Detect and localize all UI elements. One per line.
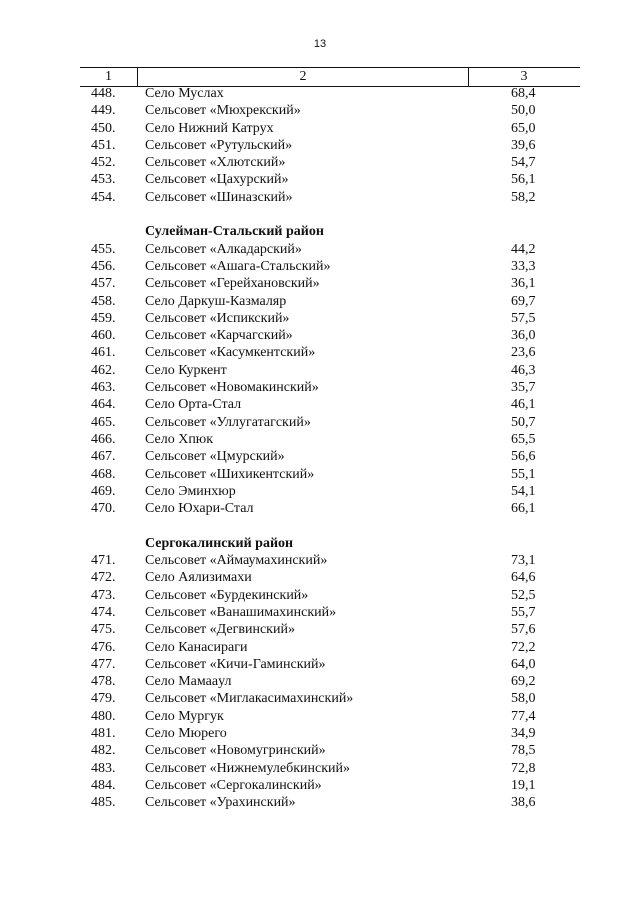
header-col-1: 1 (105, 69, 112, 84)
table-row (0, 569, 640, 586)
row-value: 52,5 (511, 587, 536, 603)
row-value: 54,7 (511, 155, 536, 171)
table-row (0, 241, 640, 258)
row-number: 460. (91, 328, 116, 344)
section-spacer (0, 206, 640, 223)
row-name: Сельсовет «Цмурский» (145, 449, 285, 465)
row-name: Село Мургук (145, 708, 224, 724)
row-name: Село Куркент (145, 362, 227, 378)
row-value: 46,3 (511, 362, 536, 378)
table-row (0, 293, 640, 310)
row-value: 68,4 (511, 86, 536, 101)
row-number: 470. (91, 501, 116, 517)
row-number: 481. (91, 725, 116, 741)
row-number: 464. (91, 397, 116, 413)
row-value: 56,6 (511, 449, 536, 465)
table-row (0, 379, 640, 396)
row-value: 23,6 (511, 345, 536, 361)
table-row (0, 258, 640, 275)
table-row (0, 656, 640, 673)
row-value: 50,0 (511, 103, 536, 119)
row-value: 34,9 (511, 725, 536, 741)
row-value: 57,5 (511, 310, 536, 326)
table-row (0, 587, 640, 604)
row-value: 39,6 (511, 137, 536, 153)
table-row (0, 725, 640, 742)
table-row (0, 344, 640, 361)
row-name: Село Нижний Катрух (145, 120, 274, 136)
row-number: 459. (91, 310, 116, 326)
table-row (0, 448, 640, 465)
row-name: Сельсовет «Цахурский» (145, 172, 289, 188)
table-row (0, 327, 640, 344)
row-value: 73,1 (511, 553, 536, 569)
row-name: Сельсовет «Кичи-Гаминский» (145, 656, 326, 672)
table-row (0, 777, 640, 794)
table-row (0, 189, 640, 206)
row-number: 458. (91, 293, 116, 309)
table-row (0, 552, 640, 569)
section-title-text: Сергокалинский район (145, 535, 294, 551)
row-value: 19,1 (511, 777, 536, 793)
row-value: 55,1 (511, 466, 536, 482)
table-row (0, 708, 640, 725)
row-name: Сельсовет «Бурдекинский» (145, 587, 309, 603)
row-value: 36,0 (511, 328, 536, 344)
row-name: Сельсовет «Рутульский» (145, 137, 293, 153)
row-number: 479. (91, 691, 116, 707)
row-name: Сельсовет «Алкадарский» (145, 241, 302, 257)
row-number: 449. (91, 103, 116, 119)
row-name: Сельсовет «Ашага-Стальский» (145, 258, 331, 274)
row-value: 65,5 (511, 431, 536, 447)
table-row (0, 171, 640, 188)
table-row (0, 466, 640, 483)
row-number: 480. (91, 708, 116, 724)
row-number: 482. (91, 743, 116, 759)
row-value: 64,0 (511, 656, 536, 672)
section-spacer (0, 517, 640, 534)
row-name: Сельсовет «Аймаумахинский» (145, 553, 328, 569)
row-value: 50,7 (511, 414, 536, 430)
row-number: 472. (91, 570, 116, 586)
row-number: 468. (91, 466, 116, 482)
table-row (0, 275, 640, 292)
row-name: Сельсовет «Герейхановский» (145, 276, 320, 292)
row-number: 473. (91, 587, 116, 603)
row-name: Сельсовет «Шихикентский» (145, 466, 315, 482)
row-number: 452. (91, 155, 116, 171)
row-number: 465. (91, 414, 116, 430)
row-value: 57,6 (511, 622, 536, 638)
row-value: 58,0 (511, 691, 536, 707)
row-name: Село Мюрего (145, 725, 227, 741)
row-number: 456. (91, 258, 116, 274)
row-number: 477. (91, 656, 116, 672)
row-name: Сельсовет «Карчагский» (145, 328, 293, 344)
row-number: 483. (91, 760, 116, 776)
row-number: 462. (91, 362, 116, 378)
row-name: Сельсовет «Сергокалинский» (145, 777, 322, 793)
row-value: 35,7 (511, 380, 536, 396)
row-name: Сельсовет «Новомакинский» (145, 380, 319, 396)
row-number: 469. (91, 483, 116, 499)
row-value: 33,3 (511, 258, 536, 274)
row-name: Село Орта-Стал (145, 397, 242, 413)
row-number: 453. (91, 172, 116, 188)
row-value: 72,8 (511, 760, 536, 776)
row-name: Сельсовет «Урахинский» (145, 795, 296, 811)
row-value: 69,2 (511, 674, 536, 690)
page-number: 13 (313, 38, 327, 50)
row-value: 58,2 (511, 189, 536, 205)
row-value: 64,6 (511, 570, 536, 586)
row-number: 448. (91, 86, 116, 101)
row-name: Село Аялизимахи (145, 570, 252, 586)
row-name: Село Даркуш-Казмаляр (145, 293, 287, 309)
row-name: Сельсовет «Шиназский» (145, 189, 293, 205)
row-value: 38,6 (511, 795, 536, 811)
row-number: 455. (91, 241, 116, 257)
row-name: Село Муслах (145, 86, 224, 101)
row-number: 471. (91, 553, 116, 569)
row-number: 476. (91, 639, 116, 655)
row-value: 56,1 (511, 172, 536, 188)
row-name: Сельсовет «Уллугатагский» (145, 414, 311, 430)
row-number: 457. (91, 276, 116, 292)
table-row (0, 742, 640, 759)
row-number: 463. (91, 380, 116, 396)
row-name: Сельсовет «Новомугринский» (145, 743, 326, 759)
row-number: 485. (91, 795, 116, 811)
row-value: 55,7 (511, 604, 536, 620)
row-number: 450. (91, 120, 116, 136)
row-value: 66,1 (511, 501, 536, 517)
row-name: Сельсовет «Мюхрекский» (145, 103, 301, 119)
row-value: 46,1 (511, 397, 536, 413)
table-row (0, 137, 640, 154)
row-name: Сельсовет «Хлютский» (145, 155, 286, 171)
row-number: 467. (91, 449, 116, 465)
table-row (0, 673, 640, 690)
row-name: Сельсовет «Испикский» (145, 310, 290, 326)
section-title (0, 223, 640, 240)
row-name: Село Эминхюр (145, 483, 236, 499)
table-row (0, 690, 640, 707)
table-row (0, 362, 640, 379)
row-value: 78,5 (511, 743, 536, 759)
table-row (0, 120, 640, 137)
row-value: 65,0 (511, 120, 536, 136)
section-title-text: Сулейман-Стальский район (145, 224, 324, 240)
row-number: 451. (91, 137, 116, 153)
table-row (0, 604, 640, 621)
header-col-3: 3 (520, 69, 528, 84)
table-row (0, 794, 640, 811)
table-row (0, 85, 640, 102)
row-value: 44,2 (511, 241, 536, 257)
table-row (0, 639, 640, 656)
row-value: 72,2 (511, 639, 536, 655)
section-title (0, 535, 640, 552)
row-name: Сельсовет «Нижнемулебкинский» (145, 760, 351, 776)
row-name: Село Мамаaул (145, 674, 232, 690)
row-name: Сельсовет «Ванашимахинский» (145, 604, 337, 620)
table-row (0, 500, 640, 517)
table-row (0, 760, 640, 777)
row-name: Сельсовет «Миглакасимахинский» (145, 691, 354, 707)
table-body (0, 85, 640, 811)
row-number: 475. (91, 622, 116, 638)
row-name: Село Канасираги (145, 639, 248, 655)
table-row (0, 154, 640, 171)
row-number: 461. (91, 345, 116, 361)
table-row (0, 483, 640, 500)
row-number: 466. (91, 431, 116, 447)
header-col-2: 2 (137, 68, 469, 86)
row-name: Село Юхари-Стал (145, 501, 254, 517)
row-value: 69,7 (511, 293, 536, 309)
table-row (0, 396, 640, 413)
row-name: Сельсовет «Касумкентский» (145, 345, 316, 361)
row-name: Сельсовет «Дегвинский» (145, 622, 295, 638)
table-row (0, 310, 640, 327)
row-value: 54,1 (511, 483, 536, 499)
table-header (80, 67, 580, 87)
row-name: Село Хпюк (145, 431, 214, 447)
row-number: 474. (91, 604, 116, 620)
row-number: 478. (91, 674, 116, 690)
row-value: 36,1 (511, 276, 536, 292)
row-number: 454. (91, 189, 116, 205)
table-row (0, 621, 640, 638)
table-row (0, 414, 640, 431)
row-number: 484. (91, 777, 116, 793)
table-row (0, 431, 640, 448)
table-row (0, 102, 640, 119)
row-value: 77,4 (511, 708, 536, 724)
